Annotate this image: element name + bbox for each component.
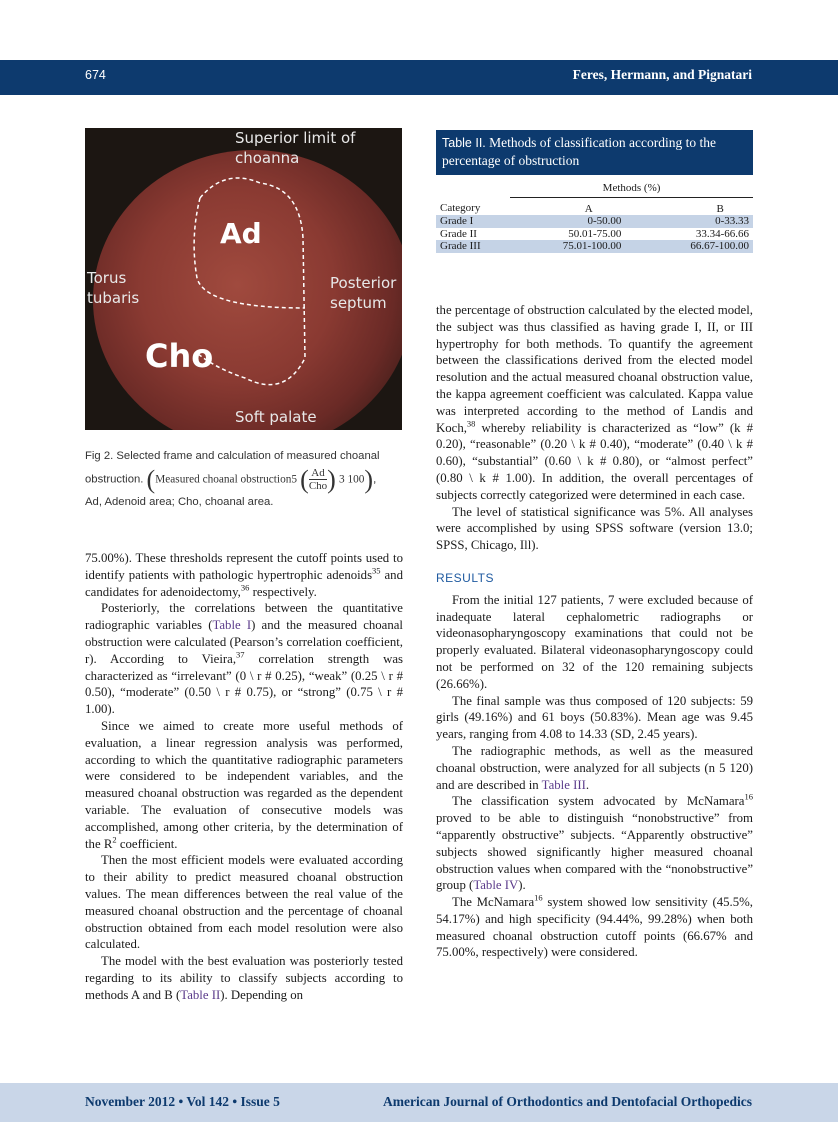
- text-run: 75.00%). These thresholds represent the cutoff points used to identify patients with pathologic hypertrophic adenoids: [85, 551, 403, 582]
- paragraph: [436, 743, 753, 793]
- text-run: From the initial 127 patients, 7 were excluded because of inadequate lateral cephalometric radiographs or videonasopharyngoscopy examinations that could not be properly evaluated. Bilateral videonasopharyngoscopy could not be performed on 32 of the 120 remaining subjects (26.66%).: [436, 592, 753, 691]
- table-title-text: Methods of classification according to the percentage of obstruction: [442, 135, 716, 168]
- caption-formula: Measured choanal obstruction5: [155, 473, 298, 486]
- citation-ref[interactable]: 36: [240, 582, 250, 593]
- running-authors: Feres, Hermann, and Pignatari: [572, 67, 752, 82]
- text-run: The McNamara: [452, 895, 535, 910]
- text-run: correlation strength was characterized as “irrelevant” (0 \ r # 0.25), “weak” (0.25 \ r # 0.50), “moderate” (0.50 \ r # 0.75), or “strong” (0.75 \ r # 1.00).: [85, 651, 403, 717]
- paragraph: [436, 592, 753, 693]
- caption-abbreviations: Ad, Adenoid area; Cho, choanal area.: [85, 496, 274, 508]
- journal-name: American Journal of Orthodontics and Dentofacial Orthopedics: [383, 1094, 752, 1109]
- cell: Grade II: [440, 227, 477, 240]
- formula-multiplier: 3 100: [338, 473, 365, 486]
- text-run: system showed low sensitivity (45.5%, 54.17%) and high specificity (94.44%, 99.28%) when both measured choanal obstruction cutoff points (66.67% and 75.00%, respectively) were considered.: [436, 895, 753, 960]
- cell: 66.67-100.00: [690, 240, 749, 252]
- paragraph: [85, 953, 403, 1003]
- paragraph: [85, 718, 403, 852]
- cell: 33.34-66.66: [695, 227, 749, 240]
- label-soft-palate: Soft palate: [235, 408, 317, 426]
- cell: 0-33.33: [715, 215, 749, 227]
- col-header: B: [716, 202, 724, 215]
- citation-ref[interactable]: 16: [534, 892, 543, 903]
- text-run: coefficient.: [116, 836, 178, 851]
- text-run: respectively.: [249, 584, 317, 599]
- text-run: Since we aimed to create more useful methods of evaluation, a linear regression analysis was performed, according to which the quantitative radiographic parameters were considered to be independent variables, and the measured choanal obstruction was regarded as the dependent variable. The evaluation of consecutive models was accomplished, among other criteria, by the determination of the R: [85, 718, 403, 851]
- table-link[interactable]: Table I: [212, 618, 252, 633]
- text-run: The level of statistical significance was 5%. All analyses were accomplished by using SPSS software (version 13.0; SPSS, Chicago, Ill).: [436, 504, 753, 553]
- table-title: [436, 130, 753, 175]
- citation-ref[interactable]: 16: [744, 792, 753, 803]
- page-number: 674: [85, 68, 106, 82]
- text-run: ) and the measured choanal obstruction were calculated (Pearson’s correlation coefficient, r). According to Vieira,: [85, 618, 403, 666]
- paragraph: [436, 693, 753, 743]
- caption-lead: Fig 2. Selected frame and calculation of measured choanal obstruction.: [85, 450, 380, 486]
- fraction-numerator: Ad: [309, 467, 327, 480]
- text-run: ).: [518, 878, 526, 893]
- table-row: [436, 215, 753, 228]
- label-torus-tubaris: Torus tubaris: [87, 269, 140, 307]
- group-header: Methods (%): [510, 175, 753, 197]
- right-column: [436, 302, 753, 961]
- label-superior-limit: Superior limit of choanna: [235, 129, 356, 167]
- text-run: the percentage of obstruction calculated by the elected model, the subject was thus classified as having grade I, II, or III hypertrophy for both methods. To quantify the agreement between the classifications derived from the elected model resolution and the actual measured choanal obstruction value, the kappa agreement coefficient was calculated. Kappa value was interpreted according to the method of Landis and Koch,: [436, 303, 753, 435]
- paragraph: [436, 504, 753, 554]
- table-link[interactable]: Table IV: [473, 878, 519, 893]
- issue-info: November 2012 • Vol 142 • Issue 5: [85, 1094, 280, 1109]
- citation-ref[interactable]: 37: [236, 649, 245, 660]
- label-posterior-septum: Posterior septum: [330, 274, 397, 312]
- col-header: Category: [440, 202, 481, 215]
- table-row: [436, 228, 753, 241]
- running-header: [0, 60, 838, 95]
- table-row: [436, 240, 753, 253]
- text-run: The radiographic methods, as well as the measured choanal obstruction, were analyzed for all subjects (n 5 120) and are described in: [436, 743, 753, 792]
- table-link[interactable]: Table III: [541, 777, 586, 792]
- citation-ref[interactable]: 35: [372, 565, 381, 576]
- label-ad: Ad: [220, 217, 262, 250]
- table-link[interactable]: Table II: [180, 987, 221, 1002]
- paragraph: [85, 600, 403, 718]
- paragraph: [85, 550, 403, 600]
- cell: 75.01-100.00: [562, 240, 622, 252]
- cell: 50.01-75.00: [568, 227, 622, 240]
- paragraph: [436, 894, 753, 961]
- text-run: .: [585, 777, 590, 792]
- paragraph: [436, 793, 753, 894]
- citation-ref[interactable]: 38: [466, 418, 476, 429]
- paragraph: [85, 852, 403, 953]
- label-cho: Cho: [145, 337, 214, 375]
- section-heading-results: RESULTS: [436, 570, 494, 585]
- cell: 0-50.00: [587, 215, 622, 227]
- text-run: whereby reliability is characterized as “low” (k # 0.20), “reasonable” (0.20 \ k # 0.40), “moderate” (0.40 \ k # 0.60), “substantial” (0.60 \ k # 0.80), or “almost perfect” (0.80 \ k # 1.00). In addition, the overall percentages of subjects correctly categorized were determined in each case.: [436, 420, 753, 502]
- text-run: Posteriorly, the correlations between the quantitative radiographic variables (: [85, 601, 403, 633]
- citation-ref[interactable]: 2: [112, 834, 117, 845]
- fraction-denominator: Cho: [308, 480, 328, 492]
- text-run: Then the most efficient models were evaluated according to their ability to predict measured choanal obstruction values. The mean differences between the real value of the measured choanal obstruction and the percentage of choanal obstruction obtained from each model resolution were also calculated.: [85, 853, 403, 952]
- text-run: and candidates for adenoidectomy,: [85, 567, 403, 599]
- text-run: The final sample was thus composed of 120 subjects: 59 girls (49.16%) and 61 boys (50.83%). Mean age was 9.45 years, ranging from 4.08 to 14.33 (SD, 2.45 years).: [436, 693, 753, 742]
- col-header: A: [584, 202, 593, 215]
- cell: Grade I: [440, 215, 474, 227]
- table-number: Table II.: [442, 136, 486, 150]
- figure-caption: Fig 2. Selected frame and calculation of measured choanal obstruction. (Measured choanal obstruction5 ( $\frac{Ad}{\text{Cho}}$ ) 3 100), Ad, Adenoid area; Cho, choanal area.: [85, 450, 380, 508]
- text-run: The model with the best evaluation was posteriorly tested regarding to its ability to classify subjects according to methods A and B (: [85, 954, 403, 1002]
- cell: Grade III: [440, 240, 481, 252]
- figure-2-image: [85, 128, 402, 430]
- running-footer: [0, 1083, 838, 1122]
- text-run: The classification system advocated by McNamara: [452, 794, 745, 809]
- text-run: ). Depending on: [220, 987, 304, 1002]
- table-2: [436, 130, 753, 253]
- text-run: proved to be able to distinguish “nonobstructive” from “apparently obstructive” subjects. “Apparently obstructive” subjects showed significantly higher measured choanal obstruction values when compared with the “nonobstructive” group (: [436, 811, 753, 893]
- formula-fraction: [309, 467, 327, 492]
- left-column: [85, 550, 403, 1004]
- paragraph: [436, 302, 753, 504]
